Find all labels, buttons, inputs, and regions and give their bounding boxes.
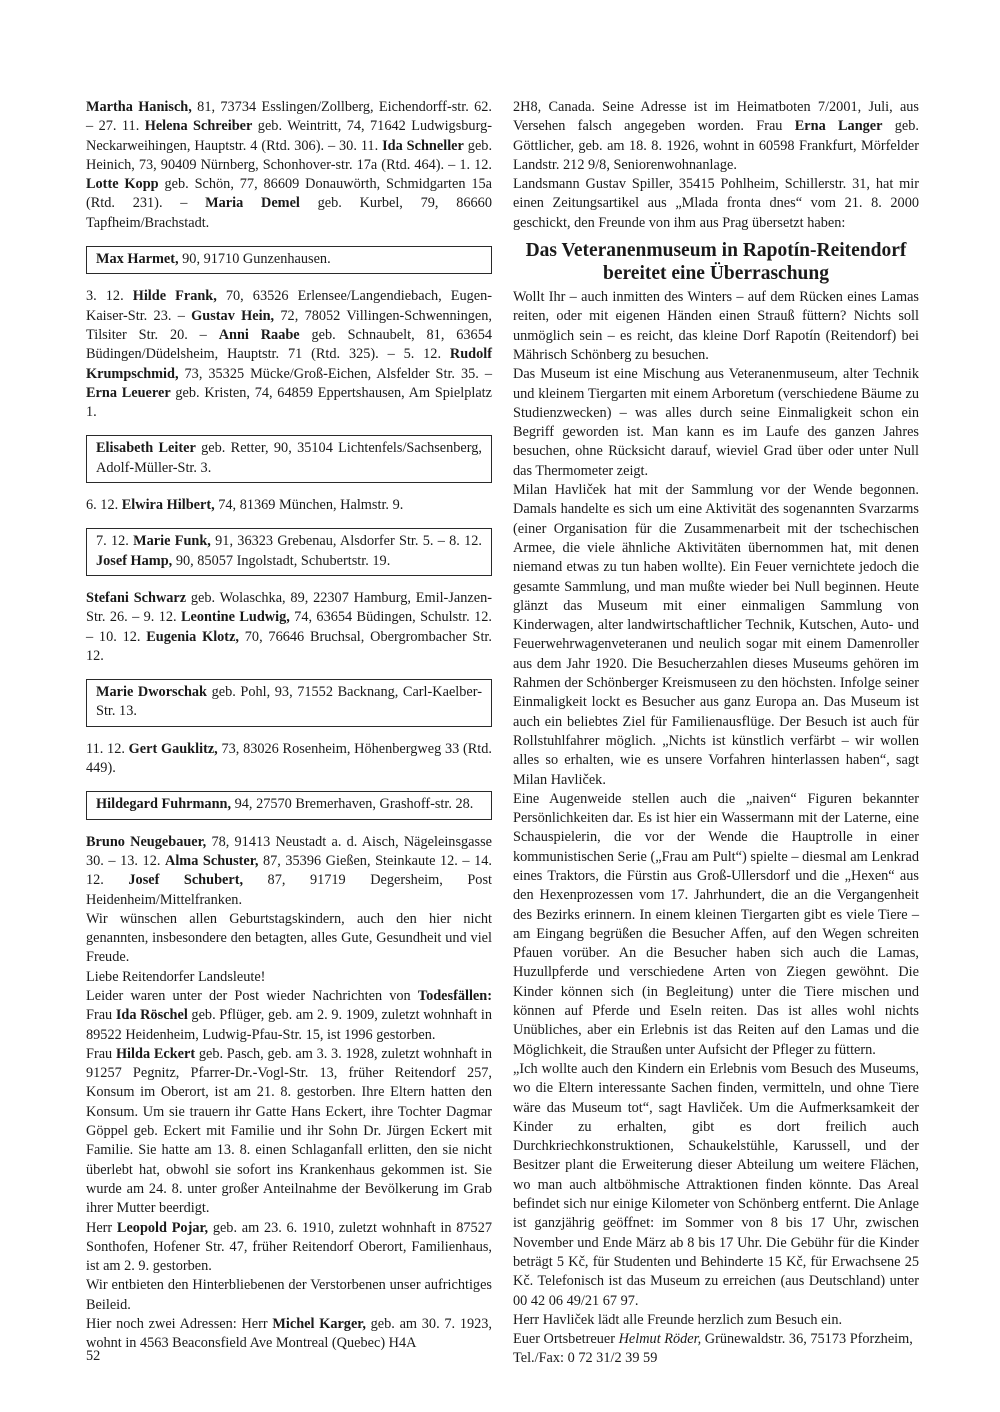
birthday-entry	[96, 250, 482, 269]
highlight-box-funk-hamp	[86, 528, 492, 576]
person-name: Elisabeth Leiter	[96, 440, 196, 457]
left-column	[86, 98, 492, 1354]
person-name: Hilde Frank,	[132, 288, 217, 305]
person-name: Maria Demel	[205, 195, 300, 212]
text-run: 87, 91719 Degersheim, Post Heidenheim/Mittelfranken.	[86, 872, 492, 908]
text-run: geb. Heinich, 73, 90409 Nürnberg, Schonhover-str. 17a (Rtd. 464). – 1. 12.	[86, 137, 493, 173]
text-run: Wir entbieten den Hinterbliebenen der Verstorbenen unser aufrichtiges Beileid.	[86, 1277, 492, 1313]
person-name: Eugenia Klotz,	[146, 628, 239, 645]
signature	[513, 1330, 919, 1369]
person-name: Erna Langer	[794, 118, 883, 135]
person-name: Martha Hanisch,	[86, 99, 192, 115]
page-number: 52	[86, 1348, 101, 1364]
signature-prefix: Euer Ortsbetreuer	[513, 1331, 619, 1348]
text-run: Hier noch zwei Adressen: Herr	[86, 1316, 273, 1333]
text-run: 2H8, Canada. Seine Adresse ist im Heimatboten 7/2001, Juli, aus Versehen falsch angegeben worden. Frau	[513, 99, 919, 135]
person-name: Anni Raabe	[218, 326, 300, 343]
highlight-box-leiter	[86, 435, 492, 483]
text-run: 87, 35396 Gießen, Steinkaute 12. – 14. 12.	[86, 852, 493, 889]
person-name: Todesfällen:	[417, 987, 492, 1004]
text-run: „Ich wollte auch den Kindern ein Erlebnis vom Besuch des Museums, wo die Eltern interessante Sachen finden, vermitteln, und ohne Tiere wäre das Museum tot“, sagt Havliček. Um die Aufmerksamkeit der Kinder zu erhalten, gibt es dort freilich auch Durchkriechkonstruktionen, Schaukelstühle, Karussell, und der Besitzer plant die Erweiterung dieser Abteilung um weitere Flächen, wo man auch altböhmische Attraktionen finden könnte. Das Areal befindet sich nur einige Kilometer von Schönberg entfernt. Die Anlage ist ganzjährig geöffnet: im Sommer von 8 bis 17 Uhr, zwischen November und Ende März ab 8 bis 17 Uhr. Die Gebühr für die Kinder beträgt 5 Kč, für Studenten und Behinderte 15 Kč, für Erwachsene 25 Kč. Telefonisch ist das Museum zu erreichen (aus Deutschland) unter 00 42 06 49/21 67 97.	[513, 1060, 919, 1309]
person-name: Marie Dworschak	[96, 684, 207, 701]
text-run: geb. Schnaubelt, 81, 63654 Büdingen/Düdelsheim, Hauptstr. 71 (Rtd. 325). – 5. 12.	[86, 326, 492, 363]
text-run: geb. am 23. 6. 1910, zuletzt wohnhaft in 87527 Sonthofen, Hofener Str. 47, früher Reitendorf Oberort, Familienhaus, ist am 2. 9. gestorben.	[86, 1219, 492, 1275]
text-run: geb. Pasch, geb. am 3. 3. 1928, zuletzt wohnhaft in 91257 Pegnitz, Pfarrer-Dr.-Vogl-Str. 13, früher Reitendorf 257, Konsum im Oberort, ist am 21. 8. gestorben. Ihre Eltern hatten den Konsum. Um sie trauern ihr Gatte Hans Eckert, ihre Tochter Dagmar Göppel geb. Eckert mit Familie und ihr Sohn Dr. Jürgen Eckert mit Familie. Sie hatte am 13. 8. einen Schlaganfall erlitten, den sie nicht überlebt hat, obwohl sie sofort ins Krankenhaus gekommen ist. Sie wurde am 24. 8. unter großer Anteilnahme der Bevölkerung im Grab ihrer Mutter beerdigt.	[86, 1045, 493, 1217]
person-name: Gert Gauklitz,	[128, 740, 218, 757]
birthday-entry-gauklitz	[86, 740, 492, 779]
text-run: 73, 35325 Mücke/Groß-Eichen, Alsfelder Str. 35. –	[178, 365, 492, 382]
text-run: geb. Retter, 90, 35104 Lichtenfels/Sachsenberg, Adolf-Müller-Str. 3.	[96, 440, 482, 476]
text-run: geb. Kurbel, 79, 86660 Tapfheim/Brachstadt.	[86, 195, 492, 231]
person-name: Erna Leuerer	[86, 384, 171, 401]
text-run: 78, 91413 Neustadt a. d. Aisch, Nägeleinsgasse 30. – 13. 12.	[86, 833, 492, 869]
birthday-entry-hilbert	[86, 496, 492, 515]
text-run: 3. 12.	[86, 288, 133, 305]
person-name: Elwira Hilbert,	[121, 497, 215, 514]
text-run: 91, 36323 Grebenau, Alsdorfer Str. 5. – 8. 12.	[210, 533, 483, 550]
text-run: 11. 12.	[86, 740, 129, 757]
text-run: Herr	[86, 1219, 117, 1236]
text-run: Das Museum ist eine Mischung aus Veteranenmuseum, alter Technik und kleinem Tiergarten mit einem Arboretum (verschiedene Bäume zu Studienzwecken) – was alles durch seine Einmaligkeit schon ein Begriff geworden ist. Man kann es im Laufe des ganzen Jahres besuchen, ohne Rücksicht darauf, wieviel Grad über oder unter Null das Thermometer zeigt.	[513, 366, 919, 479]
text-run: Leider waren unter der Post wieder Nachrichten von	[86, 987, 418, 1004]
text-run: geb. Wolaschka, 89, 22307 Hamburg, Emil-Janzen-Str. 26. – 9. 12.	[86, 589, 492, 626]
article-paragraph	[513, 1311, 919, 1330]
birthday-entry	[96, 795, 482, 814]
person-name: Hildegard Fuhrmann,	[96, 796, 232, 813]
signature-name: Helmut Röder,	[618, 1331, 702, 1348]
signature-address: Grünewaldstr. 36, 75173 Pforzheim, Tel./Fax: 0 72 31/2 39 59	[513, 1331, 913, 1367]
text-run: geb. Kristen, 74, 64859 Eppertshausen, Am Spielplatz 1.	[86, 384, 492, 421]
birthday-wishes	[86, 910, 492, 968]
highlight-box-dworschak	[86, 679, 492, 727]
text-run: Eine Augenweide stellen auch die „naiven“ Figuren bekannter Persönlichkeiten dar. Es ist hier ein Wassermann mit der Laterne, eine Schauspielerin, die vor der Wende die Hauptrolle in einer kommunistischen Serie („Frau am Pult“) spielte – diesmal am Lenkrad eines Traktors, die Fürstin aus Groß-Ullersdorf und die „Hexen“ aus den Hexenprozessen vom 17. Jahrhundert, die an die Vergangenheit des Bezirks erinnern. In einem kleinen Tiergarten gibt es viele Tiere – am Eingang begrüßen die Besucher Affen, auf den Wegen schreiten Pfauen vorüber. An die Besucher haben sich auch die Lamas, Huzullpferde und verschiedene Arten von Ziegen gewöhnt. Die Kinder können sich (in Begleitung) unter die Tiere mischen und können auf Pferde und Eseln reiten. Das ist alles wohl nichts Unübliches, aber ein Erlebnis ist das Reiten auf den Lamas und die Möglichkeit, die Straußen unter Aufsicht der Pfleger zu füttern.	[513, 790, 919, 1058]
right-column	[513, 98, 919, 1369]
birthday-list-november	[86, 98, 492, 233]
text-run: Milan Havliček hat mit der Sammlung vor der Wende begonnen. Damals handelte es sich um eine Aktivität des sogenannten Svarzarms (einer Organisation für die Zusammenarbeit mit der tschechischen Armee, die viele ähnliche Aktivitäten übernommen hat, mit denen niemand etwas zu tun haben wollte). Ein Feuer vernichtete jedoch die gesamte Sammlung, und man mußte wieder bei Null beginnen. Heute glänzt das Museum mit einer einmaligen Sammlung von Kinderwagen, alter landwirtschaftlicher Technik, Kutschen, Auto- und Feuerwehrwagenveteranen und neulich sogar mit einem Damenroller aus dem Jahr 1920. Die Besucherzahlen dieses Museums gehören im Rahmen der Schönberger Kreismuseen zu den höchsten. Infolge seiner Einmaligkeit lockt es Besucher aus ganz Europa an. Das Museum ist auch ein beliebtes Ziel für Familienausflüge. Der Besuch ist auch für Rollstuhlfahrer möglich. „Nichts ist künstlich verfärbt – wir wollen alles so erhalten, wie es unsere Vorfahren hinterlassen haben“, sagt Milan Havliček.	[513, 482, 919, 788]
text-run: 6. 12.	[86, 497, 122, 514]
person-name: Helena Schreiber	[144, 118, 253, 135]
article-paragraph	[513, 790, 919, 1060]
text-run: geb. am 30. 7. 1923, wohnt in 4563 Beaconsfield Ave Montreal (Quebec) H4A	[86, 1316, 492, 1352]
text-run: Frau	[86, 1007, 116, 1024]
addresses-continued	[513, 98, 919, 175]
birthday-list-december	[86, 287, 492, 422]
person-name: Rudolf Krumpschmid,	[86, 346, 492, 382]
text-run: 94, 27570 Bremerhaven, Grashoff-str. 28.	[231, 796, 474, 813]
death-notice-roeschel	[86, 987, 492, 1045]
birthday-list-neugebauer	[86, 833, 492, 910]
person-name: Josef Schubert,	[128, 872, 244, 889]
death-notice-eckert	[86, 1045, 492, 1219]
person-name: Leopold Pojar,	[116, 1219, 209, 1236]
birthday-entry	[96, 532, 482, 571]
text-run: geb. Schön, 77, 86609 Donauwörth, Schmidgarten 15a (Rtd. 231). –	[86, 176, 492, 212]
text-run: geb. Weintritt, 74, 71642 Ludwigsburg-Neckarweihingen, Hauptstr. 4 (Rtd. 306). – 30. 11.	[86, 118, 492, 154]
highlight-box-harmet	[86, 246, 492, 274]
article-paragraph	[513, 365, 919, 481]
person-name: Ida Schneller	[382, 137, 464, 154]
text-run: 73, 83026 Rosenheim, Höhenbergweg 33 (Rtd. 449).	[86, 740, 492, 777]
text-run: geb. Göttlicher, geb. am 18. 8. 1926, wohnt in 60598 Frankfurt, Mörfelder Landstr. 212 9/8, Seniorenwohnanlage.	[513, 118, 920, 173]
text-run: 74, 63654 Büdingen, Schulstr. 12. – 10. 12.	[86, 609, 492, 645]
person-name: Leontine Ludwig,	[180, 609, 290, 626]
spiller-intro	[513, 175, 919, 233]
person-name: Max Harmet,	[96, 251, 179, 268]
article-paragraph	[513, 1060, 919, 1311]
person-name: Alma Schuster,	[165, 852, 259, 869]
person-name: Bruno Neugebauer,	[86, 833, 207, 850]
text-run: 72, 78052 Villingen-Schwenningen, Tilsiter Str. 20. –	[86, 307, 492, 343]
text-run: Wir wünschen allen Geburtstagskindern, auch den hier nicht genannten, insbesondere den betagten, alles Gute, Gesundheit und viel Freude.	[86, 910, 492, 966]
person-name: Lotte Kopp	[86, 176, 159, 193]
birthday-list-schwarz	[86, 589, 492, 666]
article-paragraph	[513, 288, 919, 365]
person-name: Gustav Hein,	[191, 307, 275, 324]
greeting	[86, 968, 492, 987]
text-run: 81, 73734 Esslingen/Zollberg, Eichendorff-str. 62. – 27. 11.	[86, 99, 492, 135]
text-run: Herr Havliček lädt alle Freunde herzlich zum Besuch ein.	[513, 1311, 843, 1328]
person-name: Hilda Eckert	[115, 1045, 196, 1062]
birthday-entry	[96, 439, 482, 478]
highlight-box-fuhrmann	[86, 791, 492, 819]
text-run: geb. Pflüger, geb. am 2. 9. 1909, zuletzt wohnhaft in 89522 Heidenheim, Ludwig-Pfau-Str. 15, ist 1996 gestorben.	[86, 1007, 492, 1043]
birthday-entry	[96, 683, 482, 722]
text-run: 7. 12.	[96, 533, 134, 550]
text-run: 70, 63526 Erlensee/Langendiebach, Eugen-Kaiser-Str. 23. –	[86, 288, 493, 324]
condolence	[86, 1276, 492, 1315]
article-paragraph	[513, 481, 919, 790]
text-run: 74, 81369 München, Halmstr. 9.	[214, 497, 404, 514]
person-name: Josef Hamp,	[96, 552, 173, 569]
person-name: Marie Funk,	[133, 533, 211, 550]
text-run: Liebe Reitendorfer Landsleute!	[86, 968, 266, 985]
text-run: Wollt Ihr – auch inmitten des Winters – auf dem Rücken eines Lamas reiten, oder mit eigenen Händen einen Strauß füttern? Nichts soll unmöglich sein – es reicht, das kleine Dorf Rapotín (Reitendorf) bei Mährisch Schönberg zu besuchen.	[513, 289, 919, 363]
death-notice-pojar	[86, 1219, 492, 1277]
text-run: 70, 76646 Bruchsal, Obergrombacher Str. 12.	[86, 628, 492, 664]
text-run: 90, 85057 Ingolstadt, Schubertstr. 19.	[172, 552, 391, 569]
person-name: Stefani Schwarz	[86, 589, 187, 606]
text-run: geb. Pohl, 93, 71552 Backnang, Carl-Kaelber-Str. 13.	[96, 684, 482, 720]
text-run: Frau	[86, 1045, 116, 1062]
article-title: Das Veteranenmuseum in Rapotín-Reitendorf bereitet eine Überraschung	[525, 240, 907, 284]
text-run: 90, 91710 Gunzenhausen.	[178, 251, 331, 268]
addresses-karger	[86, 1315, 492, 1354]
text-run: Landsmann Gustav Spiller, 35415 Pohlheim, Schillerstr. 31, hat mir einen Zeitungsartikel aus „Mlada fronta dnes“ vom 21. 8. 2000 geschickt, den Freunde von ihm aus Prag übersetzt haben:	[513, 176, 919, 231]
person-name: Michel Karger,	[272, 1316, 366, 1333]
person-name: Ida Röschel	[115, 1007, 188, 1024]
